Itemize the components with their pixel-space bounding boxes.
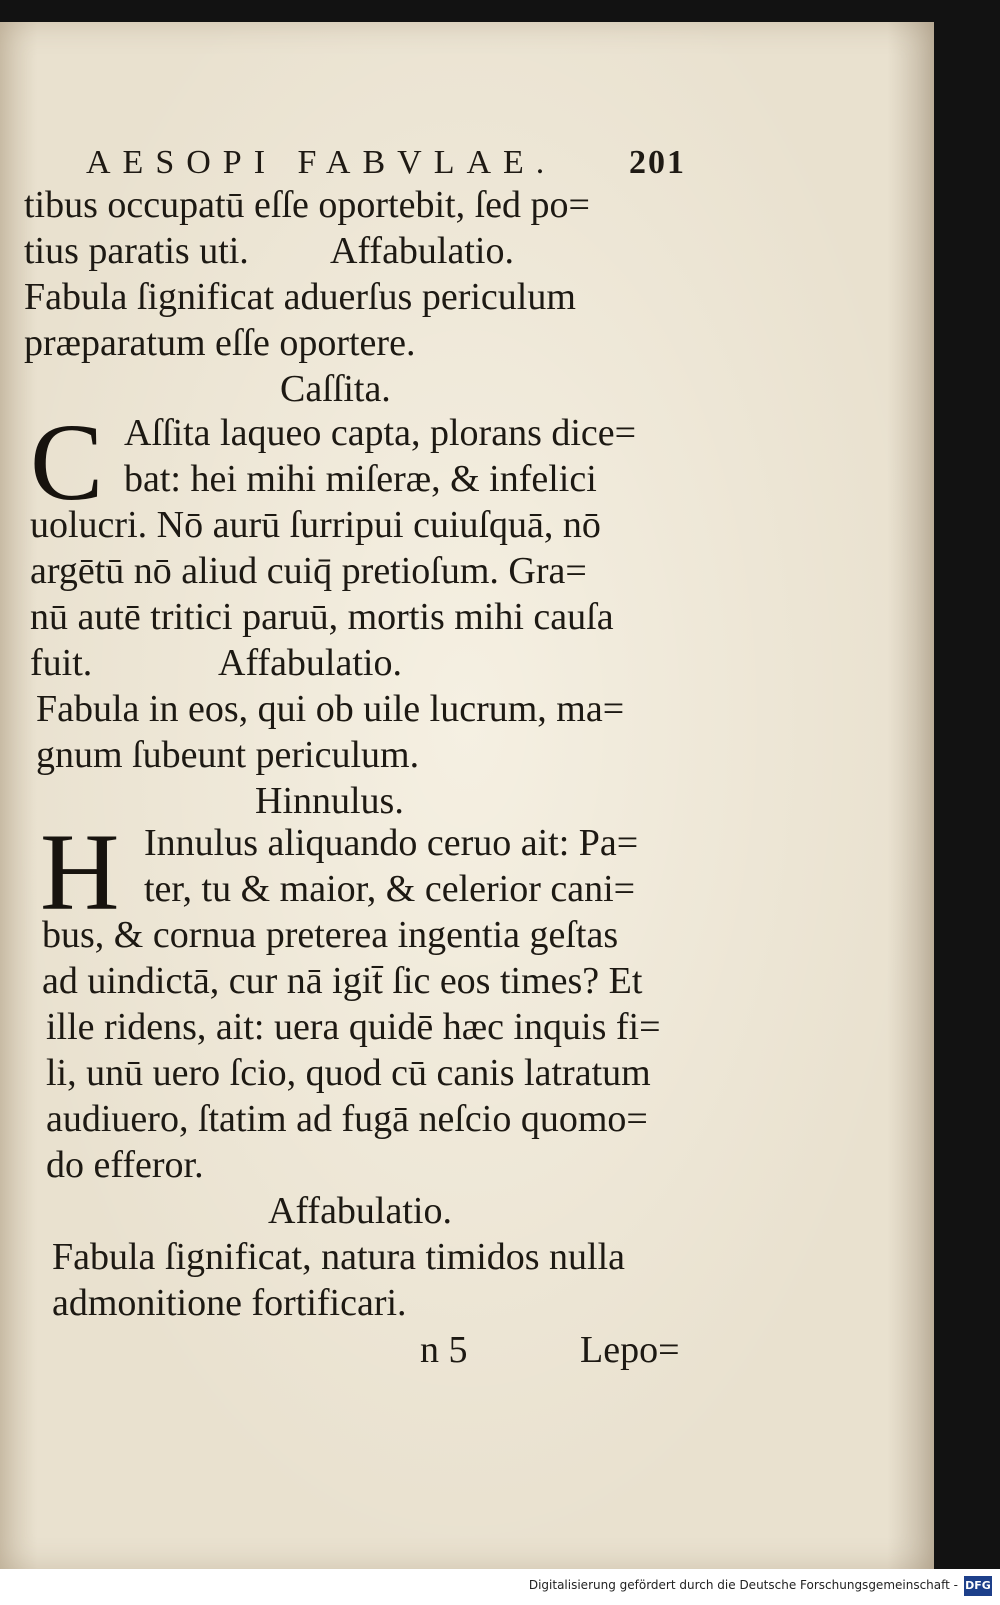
text-line: bus, & cornua preterea ingentia geſtas: [42, 914, 619, 956]
drop-cap-h: H: [40, 811, 120, 933]
text-line: Fabula ſignificat, natura timidos nulla: [52, 1236, 626, 1278]
fable-title-cassita: Caſſita.: [280, 368, 391, 410]
text-line: do efferor.: [46, 1144, 204, 1186]
text-line: ter, tu & maior, & celerior cani=: [144, 868, 636, 910]
text-line: ad uindictā, cur nā igit̄ ſic eos times? Et: [42, 960, 643, 1002]
text-line: fuit.: [30, 642, 93, 684]
text-line: præparatum eſſe oportere.: [24, 322, 416, 364]
running-head-title: AESOPI FABVLAE.: [86, 144, 557, 181]
running-head: [86, 144, 686, 180]
text-line: argētū nō aliud cuiq̄ pretioſum. Gra=: [30, 550, 587, 592]
funding-notice: Digitalisierung gefördert durch die Deutsche Forschungsgemeinschaft -: [528, 1578, 958, 1592]
section-heading-affabulatio: Affabulatio.: [330, 230, 514, 272]
footer-bar: [0, 1569, 1000, 1605]
text-line: tibus occupatū eſſe oportebit, ſed po=: [24, 184, 590, 226]
page-number: 201: [629, 144, 686, 181]
text-line: Fabula ſignificat aduerſus periculum: [24, 276, 576, 318]
text-line: admonitione fortificari.: [52, 1282, 407, 1324]
book-page: [0, 22, 934, 1570]
drop-cap-c: C: [30, 401, 104, 523]
text-line: uolucri. Nō aurū ſurripui cuiuſquā, nō: [30, 504, 601, 546]
dfg-logo-icon: DFG: [964, 1576, 992, 1596]
text-line: li, unū uero ſcio, quod cū canis latratum: [46, 1052, 651, 1094]
text-line: audiuero, ſtatim ad fugā neſcio quomo=: [46, 1098, 648, 1140]
fable-title-hinnulus: Hinnulus.: [255, 780, 404, 822]
section-heading-affabulatio: Affabulatio.: [268, 1190, 452, 1232]
text-line: Innulus aliquando ceruo ait: Pa=: [144, 822, 639, 864]
signature-mark: n 5: [420, 1329, 468, 1371]
text-line: bat: hei mihi miſeræ, & infelici: [124, 458, 597, 500]
text-line: tius paratis uti.: [24, 230, 249, 272]
text-line: Fabula in eos, qui ob uile lucrum, ma=: [36, 688, 625, 730]
section-heading-affabulatio: Affabulatio.: [218, 642, 402, 684]
catchword: Lepo=: [580, 1329, 680, 1371]
text-line: nū autē tritici paruū, mortis mihi cauſa: [30, 596, 614, 638]
text-line: ille ridens, ait: uera quidē hæc inquis fi=: [46, 1006, 661, 1048]
text-line: Aſſita laqueo capta, plorans dice=: [124, 412, 637, 454]
text-line: gnum ſubeunt periculum.: [36, 734, 420, 776]
